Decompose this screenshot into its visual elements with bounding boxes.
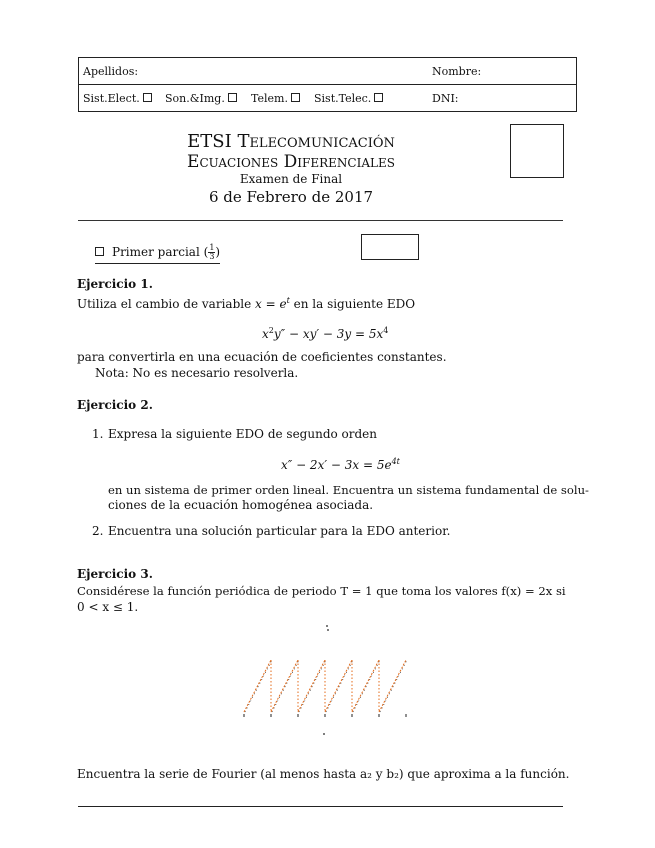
fraction: $\frac{1}{3}$ <box>209 243 215 261</box>
ej3-line1: Considérese la función periódica de periodo T = 1 que toma los valores f(x) = 2x si <box>77 584 566 598</box>
sawtooth-ramp-dots <box>326 660 353 712</box>
sawtooth-ramp-dots <box>272 660 299 712</box>
ej1-statement: Utiliza el cambio de variable $x = e^t$ en la siguiente EDO <box>77 296 416 311</box>
ej2-item1-text: Expresa la siguiente EDO de segundo orden <box>108 427 378 441</box>
grade-box[interactable] <box>510 124 564 178</box>
sawtooth-ramp-dots <box>245 660 272 712</box>
checkbox[interactable] <box>374 93 383 102</box>
ej1-equation: $x^2y'' - xy' - 3y = 5x^4$ <box>262 326 389 341</box>
option-telem[interactable]: Telem. <box>251 92 300 105</box>
option-sist-elect[interactable]: Sist.Elect. <box>83 92 152 105</box>
option-son-img[interactable]: Son.&Img. <box>165 92 237 105</box>
sawtooth-ramp-dots <box>380 660 407 712</box>
apellidos-label: Apellidos: <box>83 65 139 78</box>
title-block <box>0 132 582 208</box>
ej2-title: Ejercicio 2. <box>77 398 153 412</box>
ej2-equation: $x'' - 2x' - 3x = 5e^{4t}$ <box>281 457 400 472</box>
axis-mark <box>323 733 325 735</box>
sawtooth-ramp <box>244 660 271 712</box>
checkbox[interactable] <box>228 93 237 102</box>
ej1-note: Nota: No es necesario resolverla. <box>95 366 299 380</box>
partial-option[interactable]: Primer parcial ( $\frac{1}{3}$ ) <box>95 244 220 264</box>
checkbox[interactable] <box>291 93 300 102</box>
option-sist-telec[interactable]: Sist.Telec. <box>314 92 383 105</box>
sawtooth-ramp <box>325 660 352 712</box>
axis-mark <box>326 625 328 627</box>
chart-group <box>244 625 407 735</box>
divider-bottom <box>78 806 563 807</box>
ej1-title: Ejercicio 1. <box>77 277 153 291</box>
sawtooth-chart <box>230 620 430 740</box>
header-row-1 <box>78 57 577 85</box>
dni-label: DNI: <box>432 92 459 105</box>
ej2-item1-cont1: en un sistema de primer orden lineal. Encuentra un sistema fundamental de solu- <box>108 483 589 497</box>
sawtooth-ramp <box>271 660 298 712</box>
nombre-label: Nombre: <box>432 65 482 78</box>
divider-top <box>78 220 563 221</box>
course-title: Ecuaciones Diferenciales <box>187 152 395 172</box>
sawtooth-ramp <box>298 660 325 712</box>
sawtooth-ramp <box>352 660 379 712</box>
ej2-item1-num: 1. <box>92 427 104 441</box>
exam-date: 6 de Febrero de 2017 <box>208 188 374 206</box>
checkbox[interactable] <box>143 93 152 102</box>
ej3-final: Encuentra la serie de Fourier (al menos hasta a₂ y b₂) que aproxima a la función. <box>77 767 570 781</box>
ej1-text: para convertirla en una ecuación de coeficientes constantes. <box>77 350 447 364</box>
partial-grade-box[interactable] <box>361 234 419 260</box>
sawtooth-ramp-dots <box>353 660 380 712</box>
sawtooth-ramp-dots <box>299 660 326 712</box>
ej2-item2-text: Encuentra una solución particular para la EDO anterior. <box>108 524 451 538</box>
ej3-title: Ejercicio 3. <box>77 567 153 581</box>
sawtooth-ramp <box>379 660 406 712</box>
axis-mark <box>327 629 329 631</box>
school-title: ETSI Telecomunicación <box>187 131 395 152</box>
partial-checkbox[interactable] <box>95 247 104 256</box>
ej3-line2: 0 < x ≤ 1. <box>77 600 139 614</box>
exam-title: Examen de Final <box>239 172 343 186</box>
ej2-item2-num: 2. <box>92 524 104 538</box>
ej2-item1-cont2: ciones de la ecuación homogénea asociada. <box>108 498 374 512</box>
header-row-2 <box>78 84 577 112</box>
